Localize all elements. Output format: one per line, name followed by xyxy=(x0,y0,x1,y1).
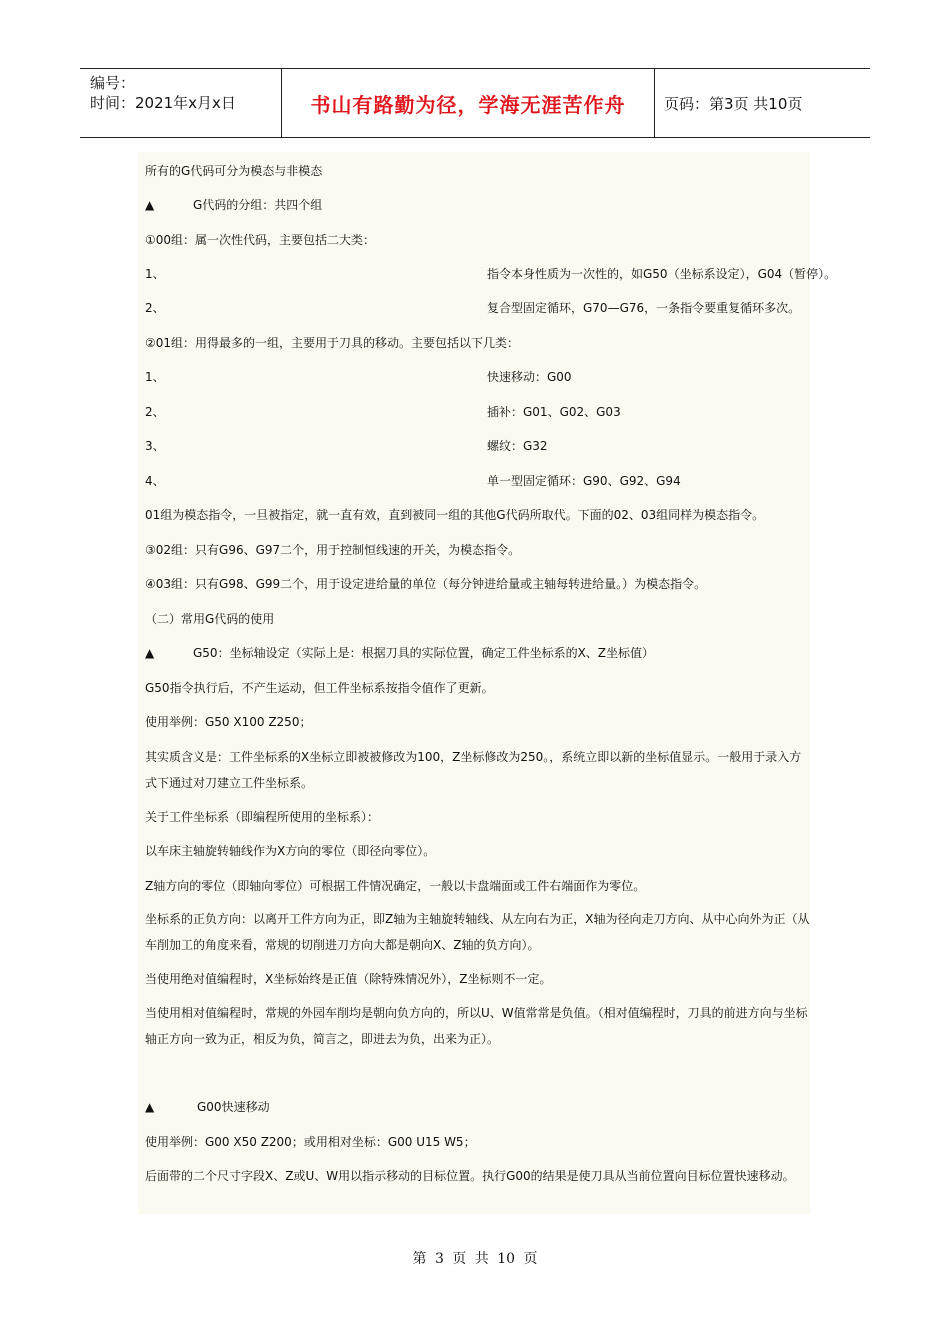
list-item xyxy=(145,300,801,316)
paragraph: 所有的G代码可分为模态与非模态 xyxy=(145,164,323,178)
paragraph: ④03组：只有G98、G99二个，用于设定进给量的单位（每分钟进给量或主轴每转进给量。）为模态指令。 xyxy=(145,577,707,591)
paragraph: ①00组：属一次性代码，主要包括二大类： xyxy=(145,233,376,247)
list-number: 2、 xyxy=(145,405,165,419)
number-label: 编号： xyxy=(90,74,136,92)
paragraph: ②01组：用得最多的一组，主要用于刀具的移动。主要包括以下几类： xyxy=(145,336,520,350)
list-text: 螺纹：G32 xyxy=(487,439,548,453)
list-text: 快速移动：G00 xyxy=(487,370,572,384)
paragraph: 当使用相对值编程时，常规的外园车削均是朝向负方向的，所以U、W值常常是负值。（相对值编程时，刀具的前进方向与坐标轴正方向一致为正，相反为负，简言之，即进去为负，出来为正）。 xyxy=(145,1006,808,1046)
paragraph: 01组为模态指令，一旦被指定，就一直有效，直到被同一组的其他G代码所取代。下面的02、03组同样为模态指令。 xyxy=(145,508,765,522)
list-number: 1、 xyxy=(145,267,165,281)
paragraph: 以车床主轴旋转轴线作为X方向的零位（即径向零位）。 xyxy=(145,844,436,858)
paragraph: 坐标系的正负方向：以离开工件方向为正，即Z轴为主轴旋转轴线、从左向右为正，X轴为径向走刀方向、从中心向外为正（从车削加工的角度来看，常规的切削进刀方向大都是朝向X、Z轴的负方向）。 xyxy=(145,912,810,952)
list-item xyxy=(145,438,548,454)
bullet-heading: ▲ G00快速移动 xyxy=(145,1100,270,1114)
paragraph: G50指令执行后，不产生运动，但工件坐标系按指令值作了更新。 xyxy=(145,681,494,695)
list-item xyxy=(145,266,837,282)
header-page-info: 页码：第3页 共10页 xyxy=(664,94,803,113)
header-divider xyxy=(654,69,655,137)
triangle-bullet-icon: ▲ xyxy=(145,1100,155,1114)
list-item xyxy=(145,404,621,420)
page-footer: 第 3 页 共 10 页 xyxy=(412,1251,538,1267)
paragraph: 当使用绝对值编程时，X坐标始终是正值（除特殊情况外），Z坐标则不一定。 xyxy=(145,972,552,986)
paragraph: 其实质含义是：工件坐标系的X坐标立即被被修改为100，Z坐标修改为250。，系统立即以新的坐标值显示。一般用于录入方式下通过对刀建立工件坐标系。 xyxy=(145,750,802,790)
list-text: 指令本身性质为一次性的，如G50（坐标系设定），G04（暂停）。 xyxy=(487,267,837,281)
section-heading: （二）常用G代码的使用 xyxy=(145,612,275,626)
list-number: 4、 xyxy=(145,474,165,488)
list-text: 插补：G01、G02、G03 xyxy=(487,405,621,419)
page-header xyxy=(80,68,870,138)
paragraph: 后面带的二个尺寸字段X、Z或U、W用以指示移动的目标位置。执行G00的结果是使刀具从当前位置向目标位置快速移动。 xyxy=(145,1169,795,1183)
list-text: 复合型固定循环，G70—G76，一条指令要重复循环多次。 xyxy=(487,301,801,315)
list-number: 1、 xyxy=(145,370,165,384)
paragraph: 使用举例：G50 X100 Z250； xyxy=(145,715,312,729)
header-meta xyxy=(90,73,280,113)
bullet-heading: ▲ G50：坐标轴设定（实际上是：根据刀具的实际位置，确定工件坐标系的X、Z坐标值） xyxy=(145,646,655,660)
triangle-bullet-icon: ▲ xyxy=(145,646,155,660)
bullet-heading: ▲ G代码的分组：共四个组 xyxy=(145,198,323,212)
list-number: 2、 xyxy=(145,301,165,315)
time-label: 时间：2021年x月x日 xyxy=(90,94,236,112)
triangle-bullet-icon: ▲ xyxy=(145,198,155,212)
paragraph: Z轴方向的零位（即轴向零位）可根据工件情况确定，一般以卡盘端面或工件右端面作为零位。 xyxy=(145,879,646,893)
list-item xyxy=(145,473,681,489)
list-item xyxy=(145,369,572,385)
list-number: 3、 xyxy=(145,439,165,453)
header-motto: 书山有路勤为径，学海无涯苦作舟 xyxy=(310,92,626,117)
paragraph: 使用举例：G00 X50 Z200；或用相对坐标：G00 U15 W5； xyxy=(145,1135,476,1149)
paragraph: 关于工件坐标系（即编程所使用的坐标系）： xyxy=(145,810,380,824)
paragraph: ③02组：只有G96、G97二个，用于控制恒线速的开关，为模态指令。 xyxy=(145,543,521,557)
list-text: 单一型固定循环：G90、G92、G94 xyxy=(487,474,681,488)
